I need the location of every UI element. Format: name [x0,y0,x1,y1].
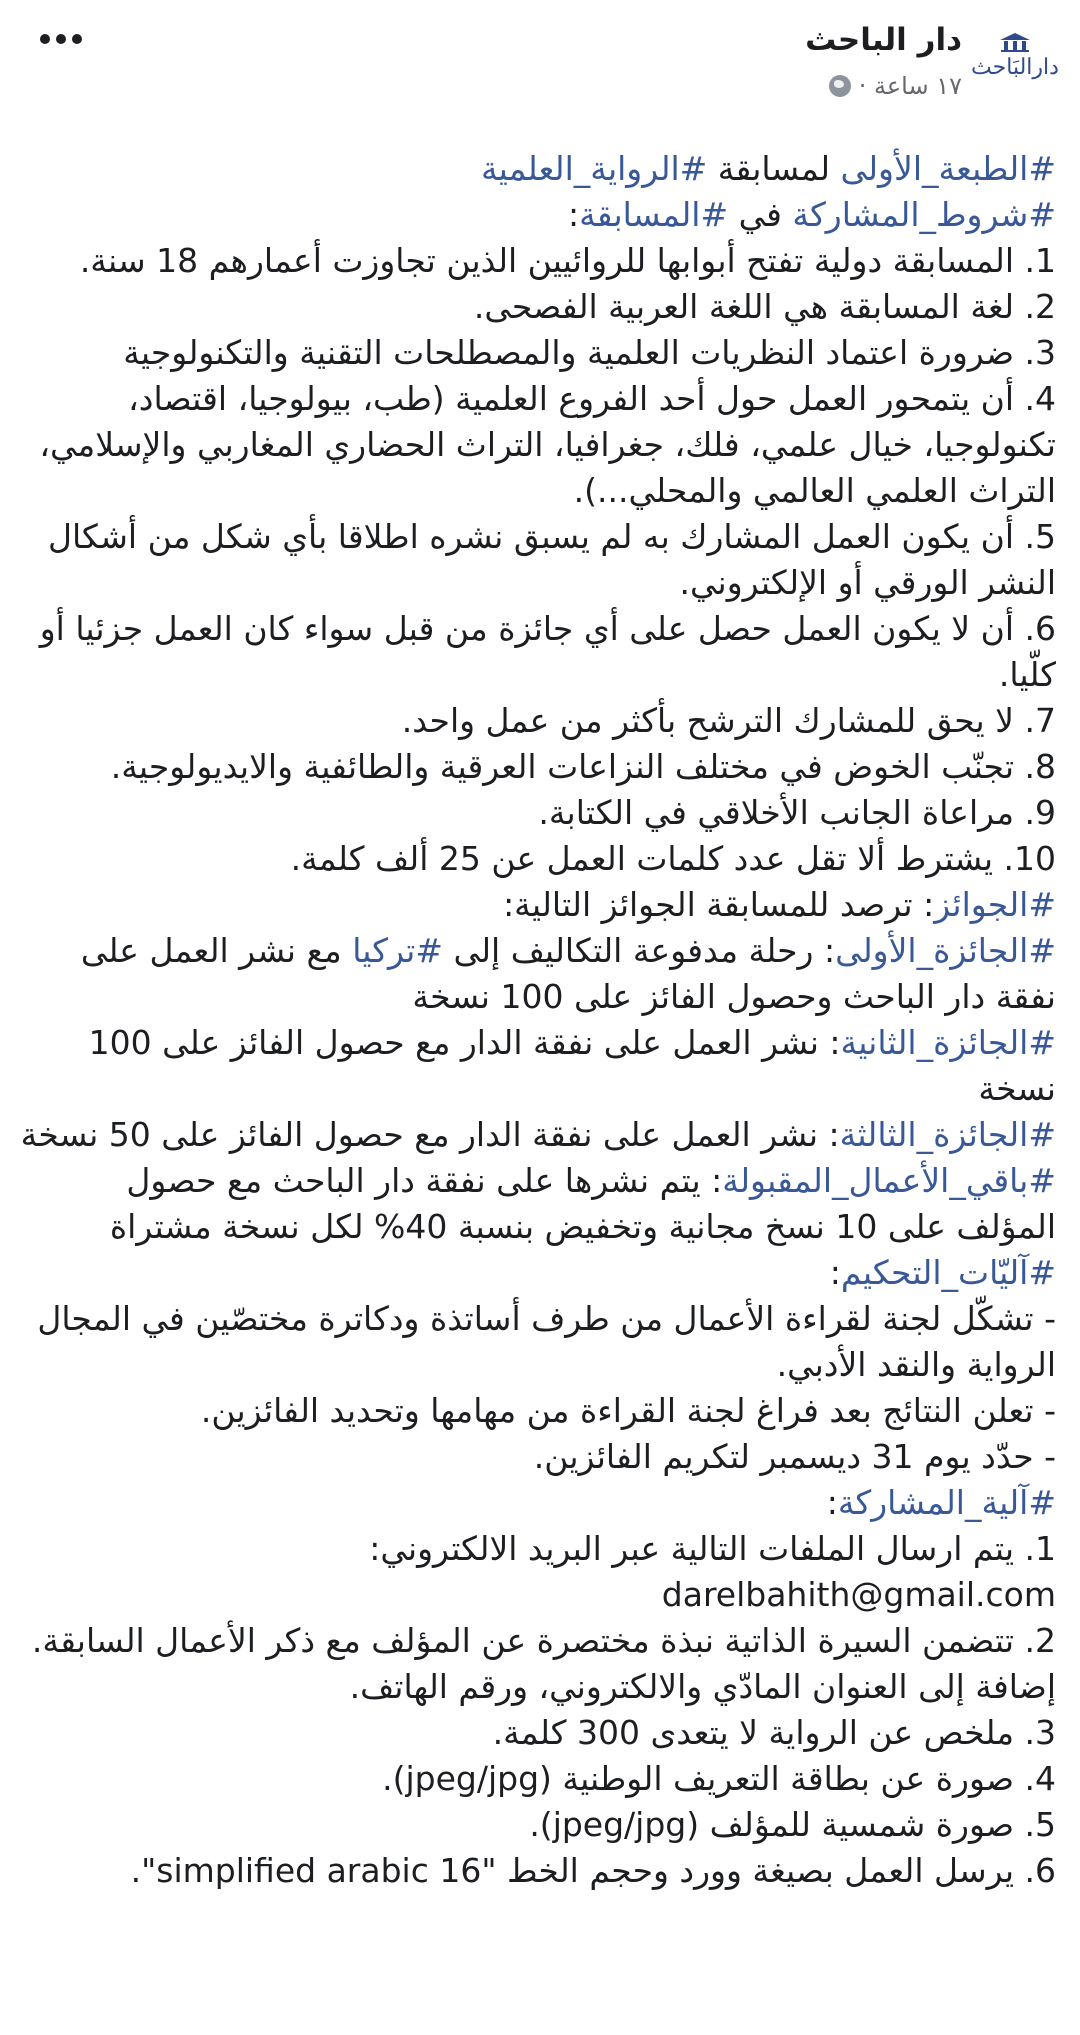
post-line [20,882,1056,928]
logo-text: دارالبَاحث [971,55,1059,80]
post-header [0,0,1080,130]
post-text: 4. صورة عن بطاقة التعريف الوطنية (jpeg/jpg). [382,1759,1056,1798]
post-text: : نشر العمل على نفقة الدار مع حصول الفائز على 50 نسخة [20,1115,840,1154]
hashtag-link[interactable]: #الجوائز [934,885,1056,924]
post-line [20,606,1056,698]
hashtag-link[interactable]: #المسابقة [579,195,729,234]
post-line [20,1802,1056,1848]
post-text: 9. مراعاة الجانب الأخلاقي في الكتابة. [538,793,1056,832]
post-line [20,790,1056,836]
post-text: - تشكّل لجنة لقراءة الأعمال من طرف أساتذة ودكاترة مختصّين في المجال الرواية والنقد الأدبي. [26,1299,1056,1384]
post-line [20,284,1056,330]
post-text: : يتم نشرها على نفقة دار الباحث مع حصول المؤلف على 10 نسخ مجانية وتخفيض بنسبة 40% لكل نسخة مشتراة [109,1161,1056,1246]
post-line [20,1020,1056,1112]
post-line [20,1710,1056,1756]
post-line [20,1112,1056,1158]
hashtag-link[interactable]: #الرواية_العلمية [480,149,708,188]
post-text: - حدّد يوم 31 ديسمبر لتكريم الفائزين. [533,1437,1056,1476]
post-line [20,1250,1056,1296]
post-line [20,1158,1056,1250]
post-line [20,192,1056,238]
post-line [20,1756,1056,1802]
post-line [20,928,1056,1020]
post-line [20,146,1056,192]
email-link[interactable]: darelbahith@gmail.com [661,1575,1056,1614]
post-line [20,1480,1056,1526]
hashtag-link[interactable]: #تركيا [352,931,443,970]
post-line [20,744,1056,790]
post-text: 4. أن يتمحور العمل حول أحد الفروع العلمية (طب، بيولوجيا، اقتصاد، تكنولوجيا، خيال علمي، فلك، جغرافيا، التراث الحضاري المغاربي والإسلامي، التراث العلمي العالمي والمحلي...). [28,379,1056,510]
hashtag-link[interactable]: #الطبعة_الأولى [840,149,1056,188]
post-text: 6. يرسل العمل بصيغة وورد وحجم الخط "simplified arabic 16". [130,1851,1056,1890]
post-line [20,330,1056,376]
page-name-link[interactable]: دار الباحث [805,22,962,58]
post-meta [829,72,962,100]
post-text: في [728,195,793,234]
hashtag-link[interactable]: #الجائزة_الثانية [840,1023,1056,1062]
post-text: 10. يشترط ألا تقل عدد كلمات العمل عن 25 ألف كلمة. [290,839,1056,878]
post-timestamp[interactable]: ١٧ ساعة · [858,72,962,100]
post-line [20,836,1056,882]
post-line [20,1848,1056,1894]
hashtag-link[interactable]: #آلية_المشاركة [837,1483,1056,1522]
more-icon [72,34,82,44]
hashtag-link[interactable]: #الجائزة_الأولى [835,931,1056,970]
post-text: 3. ملخص عن الرواية لا يتعدى 300 كلمة. [492,1713,1056,1752]
post-text: 1. يتم ارسال الملفات التالية عبر البريد الالكتروني: [369,1529,1056,1568]
post-text: : رحلة مدفوعة التكاليف إلى [443,931,836,970]
post-line [20,514,1056,606]
post-text: : [829,1253,841,1292]
more-icon [40,34,50,44]
post-line [20,698,1056,744]
post-text: 2. تتضمن السيرة الذاتية نبذة مختصرة عن المؤلف مع ذكر الأعمال السابقة. إضافة إلى العنوان المادّي والالكتروني، ورقم الهاتف. [21,1621,1056,1706]
post-text: - تعلن النتائج بعد فراغ لجنة القراءة من مهامها وتحديد الفائزين. [200,1391,1056,1430]
post-text: 5. صورة شمسية للمؤلف (jpeg/jpg). [529,1805,1056,1844]
post-text: : ترصد للمسابقة الجوائز التالية: [503,885,935,924]
post-line [20,376,1056,514]
post-text: لمسابقة [707,149,841,188]
page-avatar[interactable] [971,16,1059,94]
post-text: مع نشر العمل على نفقة دار الباحث وحصول الفائز على 100 نسخة [70,931,1056,1016]
post-line [20,1434,1056,1480]
post-text: : [826,1483,838,1522]
post-line [20,1388,1056,1434]
post-body [20,146,1056,1894]
hashtag-link[interactable]: #شروط_المشاركة [792,195,1056,234]
post-text: 6. أن لا يكون العمل حصل على أي جائزة من قبل سواء كان العمل جزئيا أو كلّيا. [29,609,1056,694]
post-text: : [567,195,580,234]
post-line [20,1296,1056,1388]
hashtag-link[interactable]: #الجائزة_الثالثة [839,1115,1056,1154]
dar-elbahith-logo-icon [998,31,1032,53]
post-line [20,1572,1056,1618]
post-line [20,1526,1056,1572]
post-text: 8. تجنّب الخوض في مختلف النزاعات العرقية والطائفية والايديولوجية. [110,747,1056,786]
post-text: 7. لا يحق للمشارك الترشح بأكثر من عمل واحد. [401,701,1056,740]
hashtag-link[interactable]: #آليّات_التحكيم [840,1253,1056,1292]
more-icon [56,34,66,44]
more-options-button[interactable] [40,34,82,44]
globe-icon[interactable] [829,75,851,97]
post-text: 3. ضرورة اعتماد النظريات العلمية والمصطلحات التقنية والتكنولوجية [123,333,1056,372]
post-text: 1. المسابقة دولية تفتح أبوابها للروائيين الذين تجاوزت أعمارهم 18 سنة. [79,241,1056,280]
post-text: 5. أن يكون العمل المشارك به لم يسبق نشره اطلاقا بأي شكل من أشكال النشر الورقي أو الإلكتروني. [37,517,1056,602]
post-line [20,238,1056,284]
post-text: : نشر العمل على نفقة الدار مع حصول الفائز على 100 نسخة [78,1023,1056,1108]
hashtag-link[interactable]: #باقي_الأعمال_المقبولة [722,1161,1056,1200]
post-text: 2. لغة المسابقة هي اللغة العربية الفصحى. [473,287,1056,326]
post-line [20,1618,1056,1710]
